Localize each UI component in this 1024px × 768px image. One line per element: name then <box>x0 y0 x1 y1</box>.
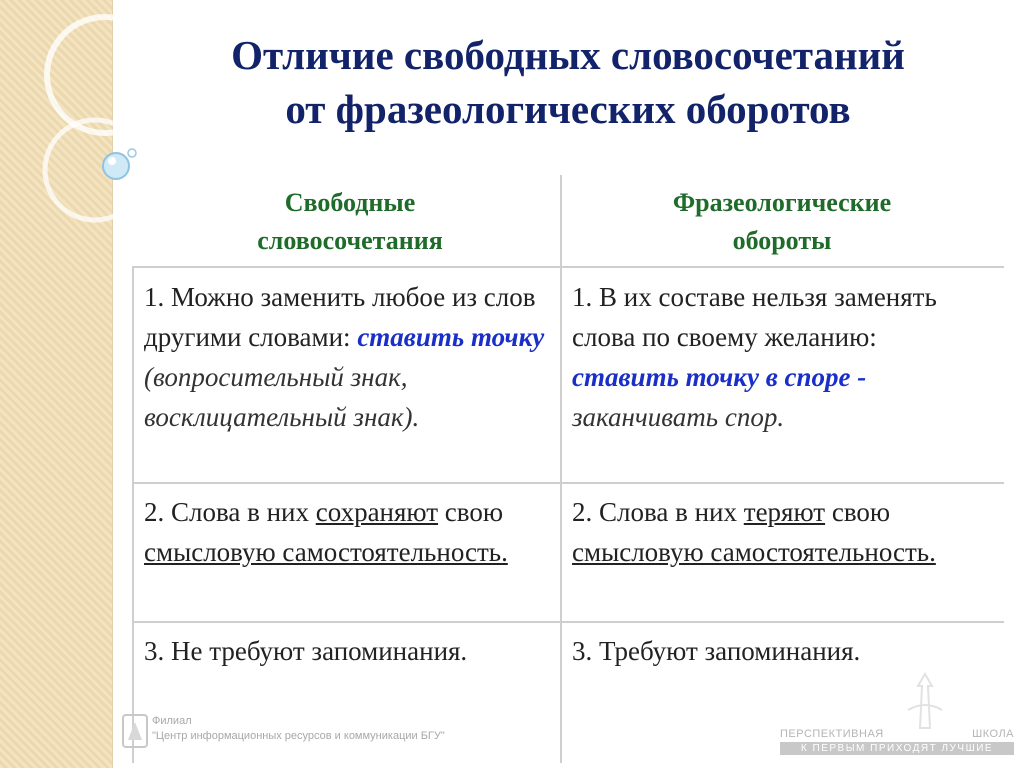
underlined-word: сохраняют <box>315 497 439 527</box>
cell-text: свою <box>438 497 504 527</box>
page-title <box>132 28 1004 136</box>
cell-text: 1. Можно заменить любое из слов другими словами: <box>144 282 536 352</box>
footer-school-slogan: К ПЕРВЫМ ПРИХОДЯТ ЛУЧШИЕ <box>780 742 1014 755</box>
row-divider <box>132 482 1004 484</box>
cell-row1-phraseological <box>572 277 976 437</box>
column-divider <box>560 175 562 763</box>
footer-school-logo <box>780 728 1014 755</box>
underlined-word: теряют <box>743 497 826 527</box>
cell-row3-free <box>144 631 548 671</box>
school-emblem-icon <box>900 670 950 732</box>
cell-text: 1. В их составе нельзя заменять слова по своему желанию: <box>572 282 937 352</box>
row-divider <box>132 266 1004 268</box>
cell-text: 2. Слова в них <box>572 497 744 527</box>
cell-text: 3. Не требуют запоминания. <box>144 636 468 666</box>
footer-branch <box>152 714 445 744</box>
header-phraseological-line-1: Фразеологические <box>672 188 892 217</box>
table-left-border <box>132 266 134 763</box>
column-header-free <box>140 184 560 260</box>
branch-logo-icon <box>122 714 148 748</box>
header-phraseological-line-2: обороты <box>732 226 832 255</box>
column-header-phraseological <box>572 184 992 260</box>
underlined-phrase: смысловую самостоятельность. <box>144 537 508 567</box>
footer-branch-line-1: Филиал <box>152 715 192 727</box>
bubble-icon <box>103 153 129 179</box>
cell-row2-phraseological <box>572 492 976 572</box>
footer-school-word-2: ШКОЛА <box>972 728 1014 740</box>
underlined-phrase: смысловую самостоятельность. <box>572 537 936 567</box>
cell-text: свою <box>825 497 891 527</box>
cell-row2-free <box>144 492 548 572</box>
title-line-1: Отличие свободных словосочетаний <box>231 32 905 78</box>
example-phrase: ставить точку <box>357 322 545 352</box>
cell-row3-phraseological <box>572 631 976 671</box>
row-divider <box>132 621 1004 623</box>
header-free-line-2: словосочетания <box>257 226 443 255</box>
cell-text-italic: (вопросительный знак, восклицательный знак). <box>144 362 420 432</box>
header-free-line-1: Свободные <box>284 188 416 217</box>
example-phrase: ставить точку в споре - <box>572 362 867 392</box>
cell-text: 2. Слова в них <box>144 497 316 527</box>
title-line-2: от фразеологических оборотов <box>285 86 851 132</box>
cell-text-italic: заканчивать спор. <box>572 402 785 432</box>
footer-school-word-1: ПЕРСПЕКТИВНАЯ <box>780 728 884 740</box>
cell-row1-free <box>144 277 548 437</box>
cell-text: 3. Требуют запоминания. <box>572 636 861 666</box>
footer-branch-line-2: "Центр информационных ресурсов и коммуникации БГУ" <box>152 730 445 742</box>
